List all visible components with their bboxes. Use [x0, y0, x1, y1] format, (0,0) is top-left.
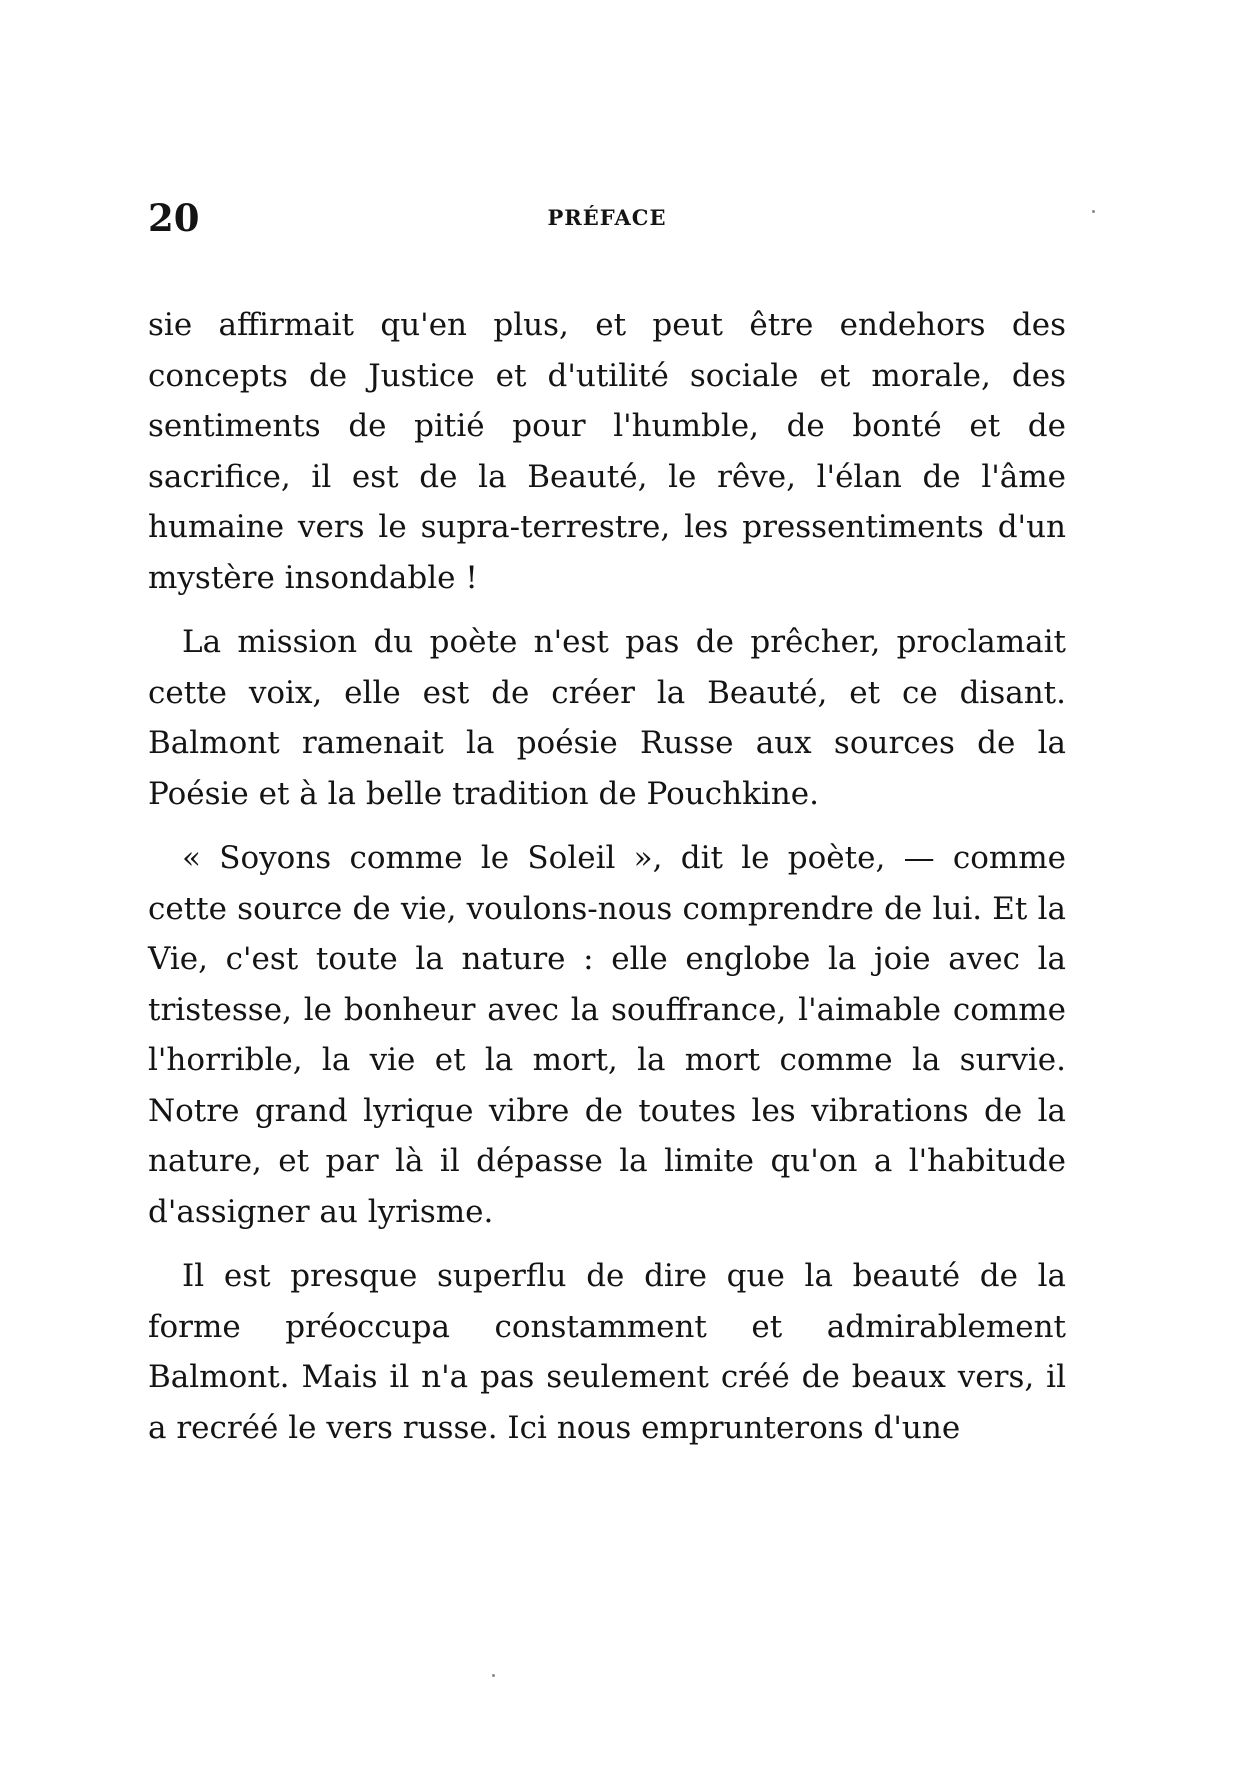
paragraph-mission-du-poete: La mission du poète n'est pas de prêcher, proclamait cette voix, elle est de créer la Beauté, et ce disant. Balmont ramenait la poésie Russe aux sources de la Poésie et à la belle tradition de Pouchkine.: [148, 624, 1066, 812]
paragraph-beaute-de-la-forme: Il est presque superflu de dire que la beauté de la forme préoccupa constamment et admirablement Balmont. Mais il n'a pas seulement créé de beaux vers, il a recréé le vers russe. Ici nous emprunterons d'une: [148, 1258, 1066, 1446]
running-title: PRÉFACE: [547, 205, 667, 230]
paper-speck: [1092, 210, 1095, 213]
page-body: [148, 300, 1066, 1453]
paper-speck: [492, 1674, 495, 1677]
paragraph-continuation: sie affirmait qu'en plus, et peut être endehors des concepts de Justice et d'utilité sociale et morale, des sentiments de pitié pour l'humble, de bonté et de sacrifice, il est de la Beauté, le rêve, l'élan de l'âme humaine vers le supra-terrestre, les pressentiments d'un mystère insondable !: [148, 307, 1066, 596]
page-number: 20: [148, 196, 200, 240]
paragraph-soyons-comme-le-soleil: « Soyons comme le Soleil », dit le poète, — comme cette source de vie, voulons-nous comprendre de lui. Et la Vie, c'est toute la nature : elle englobe la joie avec la tristesse, le bonheur avec la souffrance, l'aimable comme l'horrible, la vie et la mort, la mort comme la survie. Notre grand lyrique vibre de toutes les vibrations de la nature, et par là il dépasse la limite qu'on a l'habitude d'assigner au lyrisme.: [148, 840, 1066, 1230]
page-header: [148, 194, 1066, 242]
